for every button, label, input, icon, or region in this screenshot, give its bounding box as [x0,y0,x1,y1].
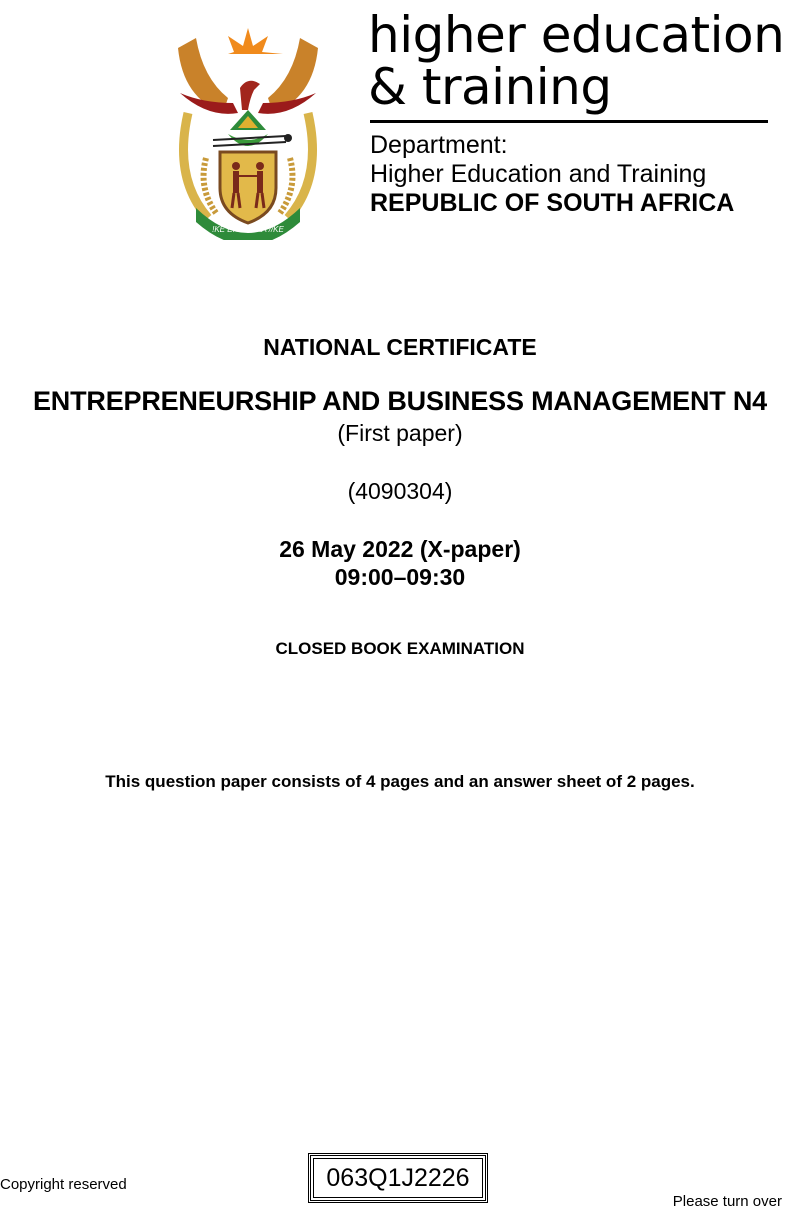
motto-text: !KE E: /XARRA //KE [212,225,284,234]
country-name: REPUBLIC OF SOUTH AFRICA [370,189,735,217]
subject-title: ENTREPRENEURSHIP AND BUSINESS MANAGEMENT N4 [33,386,767,416]
exam-time: 09:00–09:30 [334,564,466,590]
department-label: Department: [370,131,508,159]
brand-line-2: & training [368,58,612,116]
coat-of-arms-icon [168,18,328,240]
subject-code: (4090304) [347,478,453,504]
page-count-note: This question paper consists of 4 pages and an answer sheet of 2 pages. [105,772,695,791]
paper-part: (First paper) [337,420,463,446]
coat-of-arms-logo [168,18,328,240]
exam-type: CLOSED BOOK EXAMINATION [275,639,525,658]
brand-line-1: higher education [368,6,785,64]
header-divider [370,120,768,123]
exam-date: 26 May 2022 (X-paper) [279,536,521,562]
department-name: Higher Education and Training [370,160,707,188]
paper-id: 063Q1J2226 [313,1158,483,1198]
turn-over-note: Please turn over [672,1193,782,1210]
paper-id-box [308,1153,488,1203]
certificate-title: NATIONAL CERTIFICATE [263,334,537,360]
copyright-notice: Copyright reserved [0,1176,127,1193]
